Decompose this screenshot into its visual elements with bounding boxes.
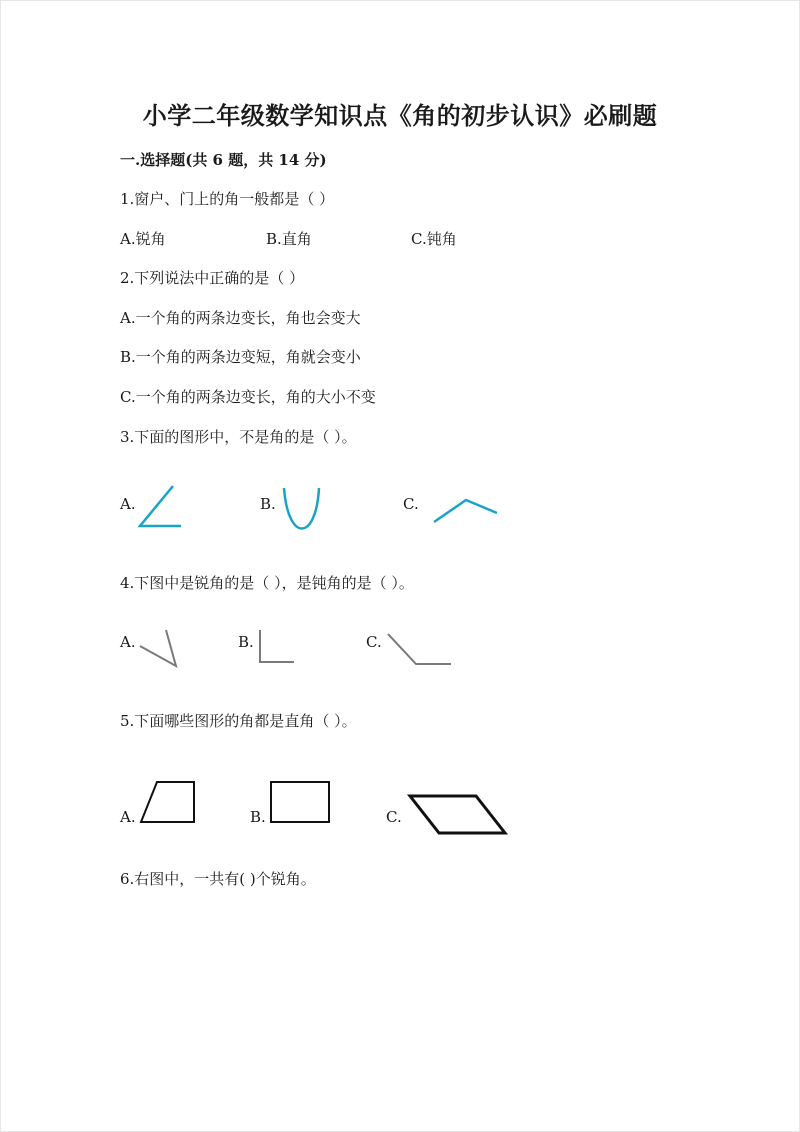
question-3-stem: 3.下面的图形中，不是角的是（ ）。 (120, 428, 357, 446)
question-2-stem: 2.下列说法中正确的是（ ） (120, 269, 305, 287)
question-6-stem: 6.右图中，一共有( )个锐角。 (120, 870, 316, 888)
question-1-stem: 1.窗户、门上的角一般都是（ ） (120, 190, 335, 208)
question-3-figure-a-angle (136, 484, 186, 530)
question-1-option-c: C.钝角 (411, 230, 457, 248)
question-5-option-c: C. (386, 808, 402, 826)
question-1-option-b: B.直角 (266, 230, 312, 248)
question-5-figure-c-parallelogram (406, 792, 510, 838)
question-2-option-c: C.一个角的两条边变长，角的大小不变 (120, 388, 376, 406)
question-3-figure-b-curve (280, 486, 324, 532)
question-5-stem: 5.下面哪些图形的角都是直角（ ）。 (120, 712, 357, 730)
question-2-option-b: B.一个角的两条边变短，角就会变小 (120, 348, 361, 366)
question-4-stem: 4.下图中是锐角的是（ ），是钝角的是（ ）。 (120, 574, 414, 592)
question-3-figure-c-angle (430, 494, 502, 526)
question-3-option-c: C. (403, 495, 419, 513)
section-heading: 一.选择题(共 6 题，共 14 分) (120, 151, 327, 169)
question-2-option-a: A.一个角的两条边变长，角也会变大 (120, 309, 361, 327)
question-5-figure-b-rectangle (268, 780, 332, 826)
question-4-option-a: A. (120, 633, 136, 651)
question-3-option-a: A. (120, 495, 136, 513)
question-4-option-c: C. (366, 633, 382, 651)
question-4-figure-a-acute-angle (136, 626, 182, 672)
question-4-option-b: B. (238, 633, 254, 651)
question-4-figure-b-right-angle (256, 626, 300, 666)
question-3-option-b: B. (260, 495, 276, 513)
question-1-option-a: A.锐角 (120, 230, 166, 248)
question-5-figure-a-trapezoid (138, 780, 198, 826)
page-title: 小学二年级数学知识点《角的初步认识》必刷题 (142, 101, 658, 130)
question-5-option-b: B. (250, 808, 266, 826)
question-5-option-a: A. (120, 808, 136, 826)
question-4-figure-c-obtuse-angle (384, 630, 456, 670)
